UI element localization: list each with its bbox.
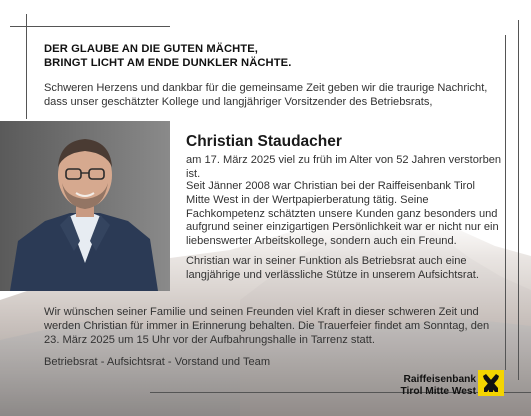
bank-name-line-2: Tirol Mitte West bbox=[400, 385, 476, 397]
frame-line-right bbox=[505, 35, 506, 370]
portrait-illustration bbox=[0, 121, 170, 291]
signature: Betriebsrat - Aufsichtsrat - Vorstand und Team bbox=[44, 356, 271, 368]
quote-heading-line-2: BRINGT LICHT AM ENDE DUNKLER NÄCHTE. bbox=[44, 57, 292, 69]
frame-line-right-outer bbox=[518, 20, 519, 380]
board-paragraph: Christian war in seiner Funktion als Betriebsrat auch eine langjährige und verlässliche Stütze in unserem Aufsichtsrat. bbox=[186, 255, 479, 281]
portrait-photo bbox=[0, 121, 170, 291]
deceased-name: Christian Staudacher bbox=[186, 133, 342, 150]
raiffeisen-gable-cross-icon bbox=[478, 370, 504, 396]
quote-heading-line-1: DER GLAUBE AN DIE GUTEN MÄCHTE, bbox=[44, 43, 259, 55]
frame-line-top bbox=[10, 26, 170, 27]
intro-text: Schweren Herzens und dankbar für die gemeinsame Zeit geben wir die traurige Nachricht, dass unser geschätzter Kollege und langjähriger Vorsitzender des Betriebsrats, bbox=[44, 82, 488, 108]
career-paragraph: Seit Jänner 2008 war Christian bei der Raiffeisenbank Tirol Mitte West in der Wertpapierberatung tätig. Seine Fachkompetenz schätzten unsere Kunden ganz besonders und aufgrund seiner einzigartigen Persönlichkeit war er nicht nur ein liebenswerter Arbeitskollege, sondern auch ein Freund. bbox=[186, 180, 499, 248]
quote-heading bbox=[44, 42, 504, 70]
wishes-paragraph: Wir wünschen seiner Familie und seinen Freunden viel Kraft in dieser schweren Zeit und werden Christian für immer in Erinnerung behalten. Die Trauerfeier findet am Sonntag, den 23. März 2025 um 15 Uhr vor der Aufbahrungshalle in Tarrenz statt. bbox=[44, 306, 490, 346]
bank-name bbox=[380, 374, 476, 397]
frame-line-left bbox=[26, 14, 27, 119]
death-notice: am 17. März 2025 viel zu früh im Alter von 52 Jahren verstorben ist. bbox=[186, 154, 502, 180]
bank-name-line-1: Raiffeisenbank bbox=[403, 374, 476, 385]
